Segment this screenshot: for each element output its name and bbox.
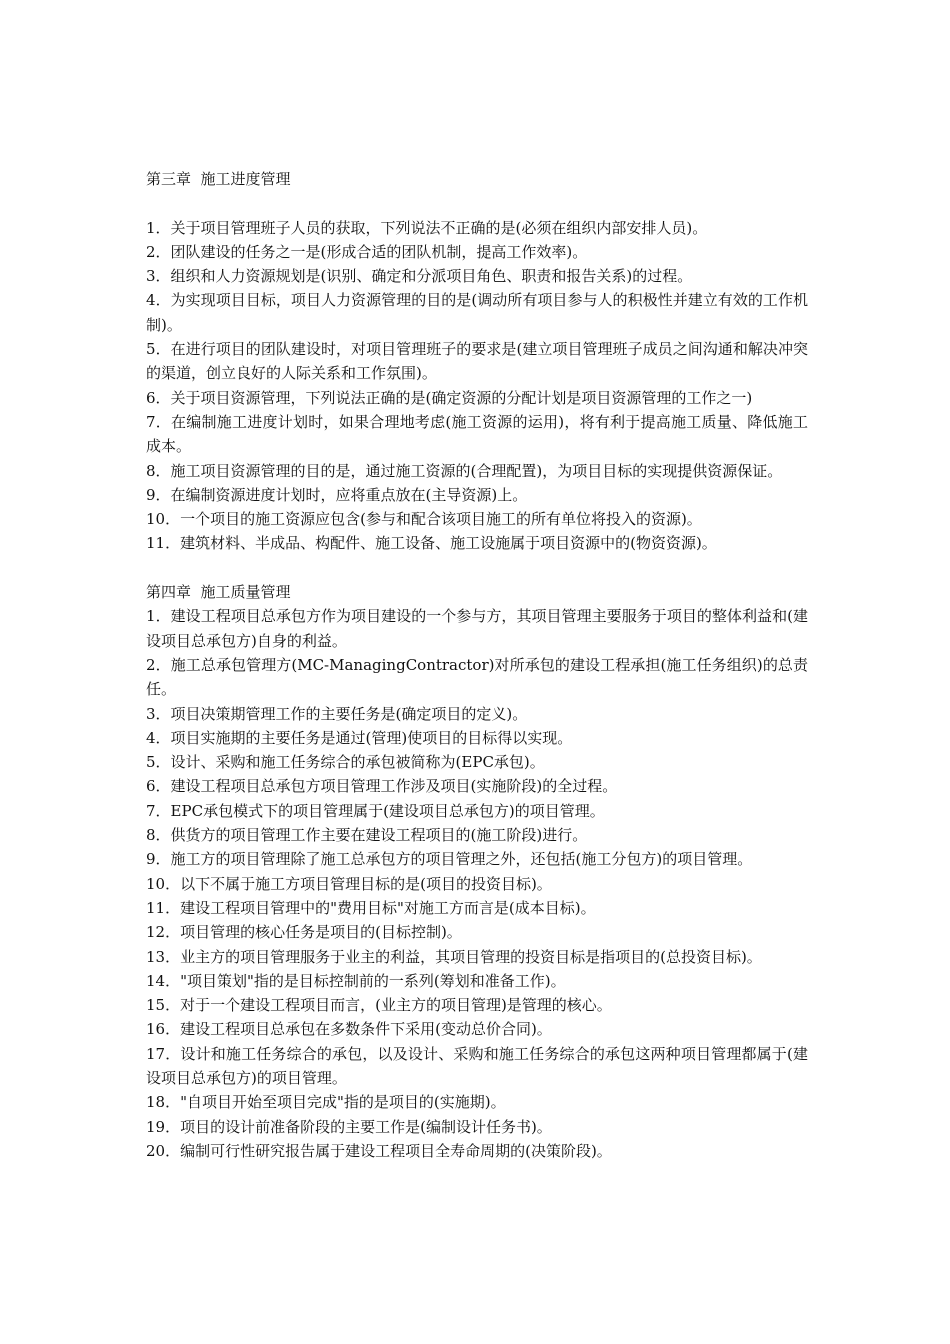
list-item: 20．编制可行性研究报告属于建设工程项目全寿命周期的(决策阶段)。 — [146, 1141, 612, 1160]
list-item: 7．在编制施工进度计划时，如果合理地考虑(施工资源的运用)，将有利于提高施工质量、降低施工成本。 — [146, 412, 808, 456]
list-item: 7．EPC承包模式下的项目管理属于(建设项目总承包方)的项目管理。 — [146, 801, 605, 820]
list-item: 8．供货方的项目管理工作主要在建设工程项目的(施工阶段)进行。 — [146, 826, 588, 845]
list-item: 10．一个项目的施工资源应包含(参与和配合该项目施工的所有单位将投入的资源)。 — [146, 510, 702, 529]
chapter-3 — [146, 167, 808, 556]
list-item: 2．施工总承包管理方(MC-ManagingContractor)对所承包的建设工程承担(施工任务组织)的总责任。 — [146, 655, 808, 699]
list-item: 4．项目实施期的主要任务是通过(管理)使项目的目标得以实现。 — [146, 728, 573, 747]
list-item: 3．组织和人力资源规划是(识别、确定和分派项目角色、职责和报告关系)的过程。 — [146, 267, 693, 286]
list-item: 9．在编制资源进度计划时，应将重点放在(主导资源)上。 — [146, 485, 528, 504]
list-item: 16．建设工程项目总承包在多数条件下采用(变动总价合同)。 — [146, 1020, 552, 1039]
list-item: 6．关于项目资源管理，下列说法正确的是(确定资源的分配计划是项目资源管理的工作之一) — [146, 388, 753, 407]
list-item: 12．项目管理的核心任务是项目的(目标控制)。 — [146, 923, 462, 942]
document-page — [146, 167, 808, 1163]
list-item: 14．"项目策划"指的是目标控制前的一系列(筹划和准备工作)。 — [146, 971, 566, 990]
list-item: 4．为实现项目目标，项目人力资源管理的目的是(调动所有项目参与人的积极性并建立有效的工作机制)。 — [146, 291, 808, 334]
chapter-4 — [146, 580, 808, 1163]
list-item: 5．设计、采购和施工任务综合的承包被简称为(EPC承包)。 — [146, 753, 545, 772]
chapter-title: 第四章 施工质量管理 — [146, 583, 291, 602]
list-item: 11．建设工程项目管理中的"费用目标"对施工方而言是(成本目标)。 — [146, 898, 596, 917]
list-item: 18．"自项目开始至项目完成"指的是项目的(实施期)。 — [146, 1093, 506, 1112]
chapter-title: 第三章 施工进度管理 — [146, 170, 291, 188]
list-item: 11．建筑材料、半成品、构配件、施工设备、施工设施属于项目资源中的(物资资源)。 — [146, 534, 717, 553]
list-item: 2．团队建设的任务之一是(形成合适的团队机制，提高工作效率)。 — [146, 242, 588, 261]
list-item: 5．在进行项目的团队建设时，对项目管理班子的要求是(建立项目管理班子成员之间沟通和解决冲突的渠道，创立良好的人际关系和工作氛围)。 — [146, 340, 808, 383]
list-item: 6．建设工程项目总承包方项目管理工作涉及项目(实施阶段)的全过程。 — [146, 777, 618, 796]
list-item: 3．项目决策期管理工作的主要任务是(确定项目的定义)。 — [146, 704, 528, 723]
list-item: 1．关于项目管理班子人员的获取，下列说法不正确的是(必须在组织内部安排人员)。 — [146, 218, 708, 237]
list-item: 15．对于一个建设工程项目而言，(业主方的项目管理)是管理的核心。 — [146, 996, 612, 1015]
list-item: 8．施工项目资源管理的目的是，通过施工资源的(合理配置)，为项目目标的实现提供资源保证。 — [146, 461, 783, 480]
list-item: 1．建设工程项目总承包方作为项目建设的一个参与方，其项目管理主要服务于项目的整体利益和(建设项目总承包方)自身的利益。 — [146, 607, 808, 650]
list-item: 10．以下不属于施工方项目管理目标的是(项目的投资目标)。 — [146, 874, 552, 893]
list-item: 17．设计和施工任务综合的承包，以及设计、采购和施工任务综合的承包这两种项目管理都属于(建设项目总承包方)的项目管理。 — [146, 1044, 808, 1087]
spacer — [146, 556, 808, 580]
list-item: 19．项目的设计前准备阶段的主要工作是(编制设计任务书)。 — [146, 1117, 552, 1136]
list-item: 13．业主方的项目管理服务于业主的利益，其项目管理的投资目标是指项目的(总投资目标)。 — [146, 947, 762, 966]
list-item: 9．施工方的项目管理除了施工总承包方的项目管理之外，还包括(施工分包方)的项目管理。 — [146, 850, 753, 869]
spacer — [146, 191, 808, 215]
